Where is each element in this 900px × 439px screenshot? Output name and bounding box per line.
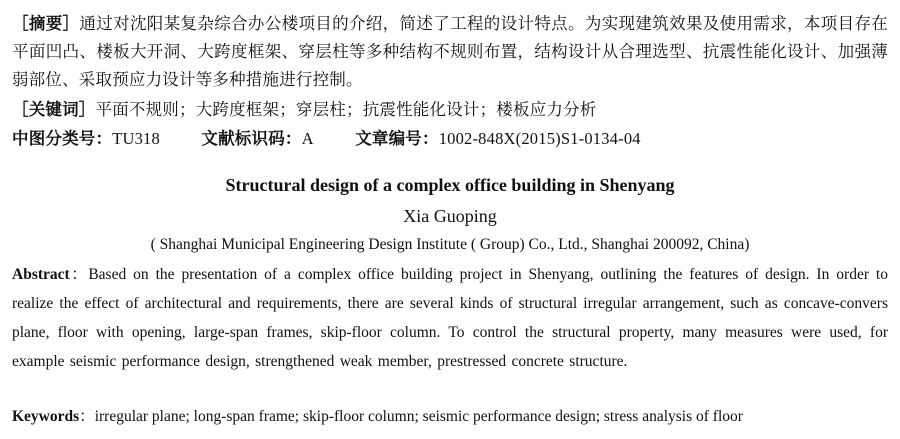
chinese-keywords xyxy=(12,97,888,123)
english-keywords-separator: ： xyxy=(79,408,95,425)
document-code-value: A xyxy=(301,129,314,148)
chinese-keywords-text: 平面不规则；大跨度框架；穿层柱；抗震性能化设计；楼板应力分析 xyxy=(95,100,597,119)
english-abstract-text: Based on the presentation of a complex office building project in Shenyang, outlining the features of design. In order to realize the effect of architectural and requirements, there are several kinds of structural irregular arrangement, such as concave-convers plane, floor with opening, large-span frames, skip-floor column. To control the structural property, many measures were used, for example seismic performance design, strengthened weak member, prestressed concrete structure. xyxy=(12,266,888,370)
chinese-keywords-label: ［关键词］ xyxy=(12,100,96,119)
english-abstract-label: Abstract xyxy=(12,266,70,283)
classification-line xyxy=(12,126,888,152)
document-code-label: 文献标识码： xyxy=(201,129,302,148)
chinese-abstract xyxy=(12,10,888,94)
classification-number-label: 中图分类号： xyxy=(12,129,113,148)
english-keywords-text: irregular plane; long-span frame; skip-floor column; seismic performance design; stress analysis of floor xyxy=(94,408,743,425)
chinese-abstract-label: ［摘要］ xyxy=(12,14,80,33)
english-keywords xyxy=(12,404,888,430)
document-code xyxy=(201,126,313,152)
classification-number-value: TU318 xyxy=(112,129,160,148)
english-author: Xia Guoping xyxy=(403,206,497,226)
english-abstract xyxy=(12,260,888,376)
english-keywords-label: Keywords xyxy=(12,408,80,425)
article-number-label: 文章编号： xyxy=(355,129,439,148)
article-number xyxy=(355,126,641,152)
chinese-abstract-text: 通过对沈阳某复杂综合办公楼项目的介绍，简述了工程的设计特点。为实现建筑效果及使用需求，本项目存在平面凹凸、楼板大开洞、大跨度框架、穿层柱等多种结构不规则布置，结构设计从合理选型、抗震性能化设计、加强薄弱部位、采取预应力设计等多种措施进行控制。 xyxy=(12,14,888,89)
english-abstract-separator: ： xyxy=(69,266,89,283)
english-affiliation: ( Shanghai Municipal Engineering Design Institute ( Group) Co., Ltd., Shanghai 200092, China) xyxy=(150,236,750,253)
classification-number xyxy=(12,126,160,152)
english-title: Structural design of a complex office building in Shenyang xyxy=(225,175,675,195)
article-number-value: 1002-848X(2015)S1-0134-04 xyxy=(438,129,641,148)
